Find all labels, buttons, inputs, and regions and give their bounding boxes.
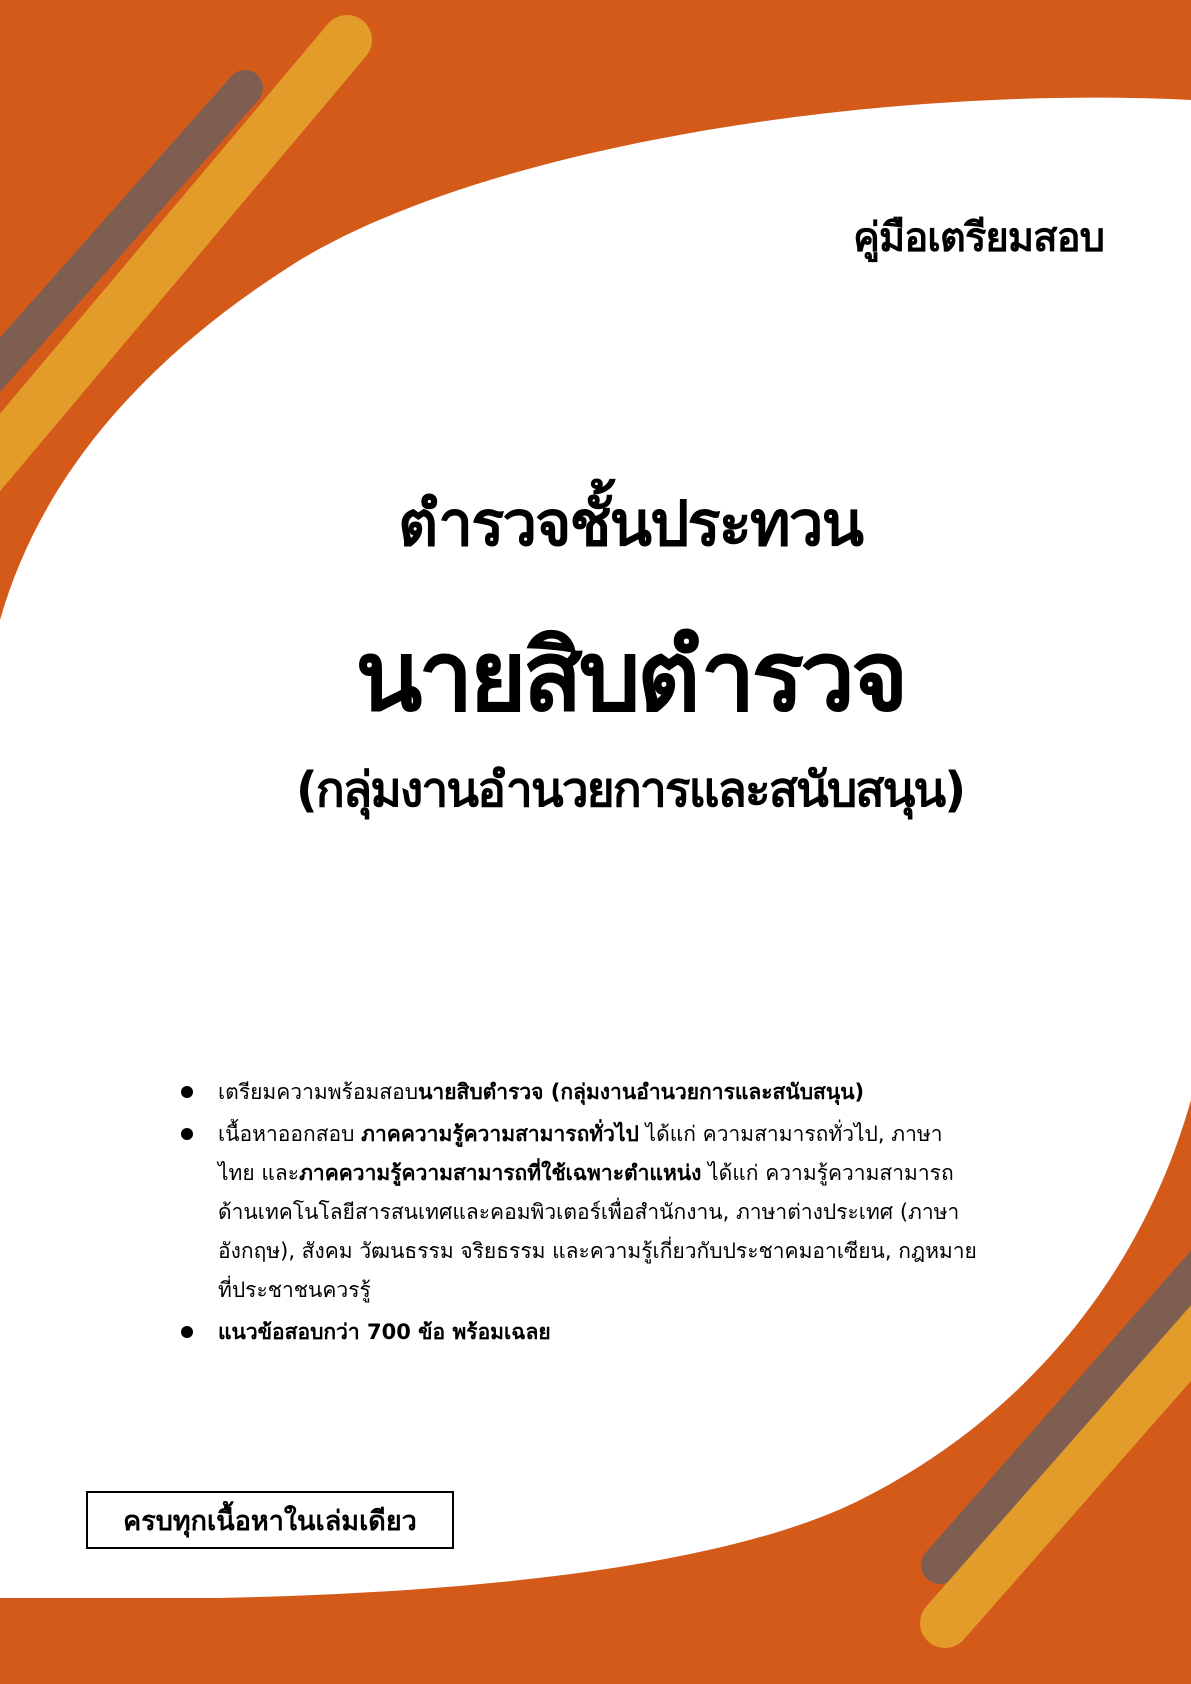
bullet-bold-text: นายสิบตำรวจ (กลุ่มงานอำนวยการและสนับสนุน) — [418, 1080, 865, 1104]
cover-title-line3: (กลุ่มงานอำนวยการและสนับสนุน) — [295, 762, 965, 818]
bullet-bold-text: ภาคความรู้ความสามารถที่ใช้เฉพาะตำแหน่ง — [299, 1161, 702, 1185]
bullet-text: ได้แก่ ความสามารถทั่วไป, ภาษาไทย และ — [218, 1122, 943, 1185]
bullet-text: เตรียมความพร้อมสอบ — [218, 1080, 419, 1104]
feature-list-item — [178, 1115, 978, 1310]
tagline-box — [86, 1491, 454, 1549]
bullet-bold-text: แนวข้อสอบกว่า 700 ข้อ พร้อมเฉลย — [218, 1320, 551, 1344]
feature-list-item — [178, 1313, 978, 1352]
feature-list — [178, 1073, 978, 1355]
bullet-text: ได้แก่ ความรู้ความสามารถด้านเทคโนโลยีสารสนเทศและคอมพิวเตอร์เพื่อสำนักงาน, ภาษาต่างประเทศ (ภาษาอังกฤษ), สังคม วัฒนธรรม จริยธรรม และความรู้เกี่ยวกับประชาคมอาเซียน, กฎหมายที่ประชาชนควรรู้ — [218, 1161, 977, 1302]
bullet-dot-icon — [181, 1326, 193, 1338]
tagline-text: ครบทุกเนื้อหาในเล่มเดียว — [123, 1505, 417, 1537]
bullet-bold-text: ภาคความรู้ความสามารถทั่วไป — [361, 1122, 639, 1146]
bullet-text: เนื้อหาออกสอบ — [218, 1122, 362, 1146]
cover-title-line1: ตำรวจชั้นประทวน — [397, 487, 862, 560]
bottom-orange-band — [0, 1598, 1191, 1684]
feature-list-item — [178, 1073, 978, 1112]
bullet-dot-icon — [181, 1086, 193, 1098]
series-label: คู่มือเตรียมสอบ — [853, 215, 1104, 261]
bullet-dot-icon — [181, 1128, 193, 1140]
cover-title-line2: นายสิบตำรวจ — [355, 620, 905, 734]
